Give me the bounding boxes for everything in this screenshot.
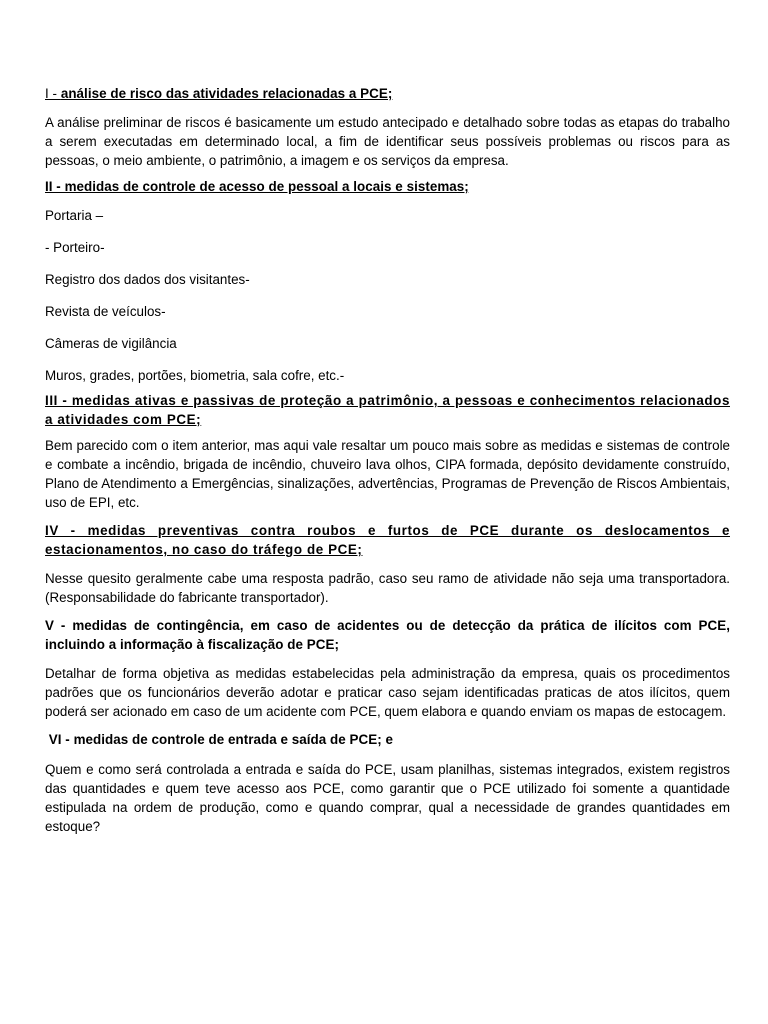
section-2-heading: II - medidas de controle de acesso de pessoal a locais e sistemas; bbox=[45, 179, 469, 194]
section-1-title: análise de risco das atividades relacionadas a PCE; bbox=[60, 86, 393, 101]
section-1-prefix: I - bbox=[45, 86, 61, 101]
section-4-body: Nesse quesito geralmente cabe uma resposta padrão, caso seu ramo de atividade não seja uma transportadora. (Responsabilidade do fabricante transportador). bbox=[45, 571, 730, 605]
section-5-body: Detalhar de forma objetiva as medidas estabelecidas pela administração da empresa, quais os procedimentos padrões que os funcionários deverão adotar e praticar caso sejam identificadas praticas de atos ilícitos, quem poderá ser acionado em caso de um acidente com PCE, quem elabora e quando enviam os mapas de estocagem. bbox=[45, 666, 730, 719]
section-4-heading: IV - medidas preventivas contra roubos e furtos de PCE durante os deslocamentos e estacionamentos, no caso do tráfego de PCE; bbox=[45, 523, 730, 557]
list-item: Revista de veículos- bbox=[45, 304, 166, 319]
list-item: Muros, grades, portões, biometria, sala cofre, etc.- bbox=[45, 368, 345, 383]
list-item: Câmeras de vigilância bbox=[45, 336, 177, 351]
section-1-body: A análise preliminar de riscos é basicamente um estudo antecipado e detalhado sobre todas as etapas do trabalho a serem executadas em determinado local, a fim de identificar seus possíveis problemas ou riscos para as pessoas, o meio ambiente, o patrimônio, a imagem e os serviços da empresa. bbox=[45, 115, 730, 168]
section-6-body: Quem e como será controlada a entrada e saída do PCE, usam planilhas, sistemas integrados, existem registros das quantidades e quem teve acesso aos PCE, como garantir que o PCE utilizado foi somente a quantidade estipulada na ordem de produção, como e quando comprar, qual a necessidade de grandes quantidades em estoque? bbox=[45, 762, 730, 834]
access-control-list bbox=[45, 206, 730, 385]
list-item: - Porteiro- bbox=[45, 240, 105, 255]
section-3-heading: III - medidas ativas e passivas de proteção a patrimônio, a pessoas e conhecimentos relacionados a atividades com PCE; bbox=[45, 393, 730, 427]
list-item: Portaria – bbox=[45, 208, 104, 223]
list-item: Registro dos dados dos visitantes- bbox=[45, 272, 250, 287]
section-6-heading: VI - medidas de controle de entrada e saída de PCE; e bbox=[45, 732, 393, 747]
section-1-heading bbox=[45, 84, 730, 103]
section-5-heading: V - medidas de contingência, em caso de acidentes ou de detecção da prática de ilícitos com PCE, incluindo a informação à fiscalização de PCE; bbox=[45, 618, 730, 652]
section-3-body: Bem parecido com o item anterior, mas aqui vale resaltar um pouco mais sobre as medidas e sistemas de controle e combate a incêndio, brigada de incêndio, chuveiro lava olhos, CIPA formada, depósito devidamente construído, Plano de Atendimento a Emergências, sinalizações, advertências, Programas de Prevenção de Riscos Ambientais, uso de EPI, etc. bbox=[45, 438, 730, 510]
document-page bbox=[45, 84, 730, 843]
